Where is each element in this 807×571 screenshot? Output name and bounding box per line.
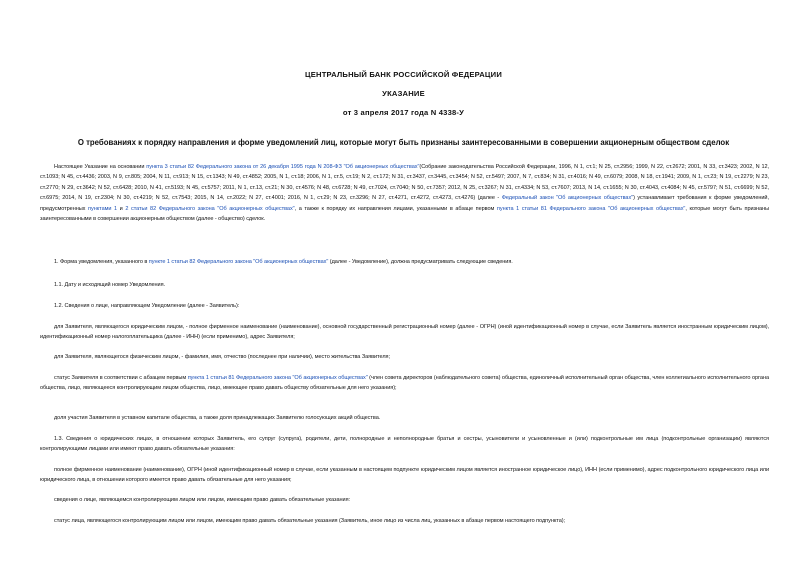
law-link-p3-art82[interactable]: пункта 3 статьи 82 Федерального закона от 26 декабря 1995 года N 208-ФЗ "Об акционерных обществах" <box>146 164 420 170</box>
p1-1-text: 1.1. Дату и исходящий номер Уведомления. <box>54 282 166 288</box>
intro-text-1: Настоящее Указание на основании <box>54 164 147 170</box>
paragraph-1-1 <box>40 280 769 290</box>
paragraph-share <box>40 413 769 423</box>
law-link-federal-law[interactable]: Федеральный закон "Об акционерных обществах" <box>501 195 634 202</box>
person-status-text: статус лица, являющегося контролирующим лицом или лицом, имеющим право давать обязательные указания (Заявитель, иное лицо из числа лиц, указанных в абзаце первом настоящего подпункта); <box>54 518 566 524</box>
p1-text-2: (далее - Уведомление), должна предусматривать следующие сведения. <box>328 259 513 265</box>
law-link-p1-art81-b[interactable]: пункта 1 статьи 81 Федерального закона "Об акционерных обществах" <box>187 375 368 381</box>
status-text-2: (член совета директоров (наблюдательного совета) общества, единоличный исполнительный орган общества, член коллегиального исполнительного органа общества, лицо, являющееся контролирующим лицом общества, лицо, имеющее право давать обществу обязательные для него указания); <box>40 375 769 392</box>
document-title: О требованиях к порядку направления и форме уведомлений лиц, которые могут быть признаны заинтересованными в совершении акционерным обществом сделок <box>77 138 730 147</box>
intro-text-6: , которые могут быть признаны заинтересованными в совершении акционерным обществом (далее - общество) сделок. <box>40 205 770 223</box>
paragraph-person-status <box>40 516 769 526</box>
intro-text-4: и <box>117 205 126 212</box>
issuer-heading: ЦЕНТРАЛЬНЫЙ БАНК РОССИЙСКОЙ ФЕДЕРАЦИИ <box>305 70 502 79</box>
paragraph-1-2 <box>40 301 769 311</box>
intro-text-5: , а также к порядку их направления лицами, указанными в абзаце первом <box>294 205 497 212</box>
intro-paragraph <box>40 162 769 224</box>
p1-2-text: 1.2. Сведения о лице, направляющем Уведомление (далее - Заявитель): <box>54 303 240 309</box>
law-link-p1[interactable]: пунктами 1 <box>88 205 118 212</box>
natural-person-text: для Заявителя, являющегося физическим лицом, - фамилия, имя, отчество (последнее при наличии), место жительства Заявителя; <box>54 354 390 360</box>
p1-text-1: 1. Форма уведомления, указанного в <box>54 259 149 265</box>
paragraph-applicant-status <box>40 373 769 394</box>
paragraph-1 <box>40 257 769 267</box>
document-date-heading: от 3 апреля 2017 года N 4338-У <box>342 108 465 117</box>
p1-3-text: 1.3. Сведения о юридических лицах, в отношении которых Заявитель, его супруг (супруга), родители, дети, полнородные и неполнородные братья и сестры, усыновители и усыновленные и (или) подконтрольные им лица (подконтрольные организации) являются контролирующими лицами или имеют право давать обязательные указания: <box>40 436 769 453</box>
paragraph-legal-entity <box>40 322 769 343</box>
share-text: доля участия Заявителя в уставном капитале общества, а также доля принадлежащих Заявителю голосующих акций общества. <box>54 415 381 421</box>
paragraph-1-3 <box>40 434 769 455</box>
paragraph-controlling-person <box>40 495 769 505</box>
document-type-heading: УКАЗАНИЕ <box>382 89 425 98</box>
law-link-p1-art81[interactable]: пункта 1 статьи 81 Федерального закона "Об акционерных обществах" <box>496 205 686 212</box>
law-link-p1-art82-b[interactable]: пункте 1 статьи 82 Федерального закона "Об акционерных обществах" <box>148 259 329 265</box>
full-name-text: полное фирменное наименование (наименование), ОГРН (иной идентификационный номер в случае, если указанным в настоящем подпункте юридическим лицом является иностранное юридическое лицо), ИНН (если применимо), адрес подконтрольного юридического лица или юридического лица, в отношении которого имеется право давать обязательные для него указания; <box>40 467 769 484</box>
controlling-person-text: сведения о лице, являющемся контролирующим лицом или лицом, имеющим право давать обязательные указания: <box>54 497 351 503</box>
paragraph-natural-person <box>40 352 769 362</box>
status-text-1: статус Заявителя в соответствии с абзацем первым <box>54 375 188 381</box>
intro-text-2: (Собрание законодательства Российской Федерации, 1996, N 1, ст.1; N 25, ст.2956; 1999, N 22, ст.2672; 2001, N 33, ст.3423; 2002, N 12, ст.1093; N 45, ст.4436; 2003, N 9, ст.805; 2004, N 11, ст.913; N 15, ст.1343; N 49, ст.4852; 2005, N 1, ст.18; 2006, N 1, ст.5, ст.19; N 2, ст.172; N 31, ст.3437, ст.3445, ст.3454; N 52, ст.5497; 2007, N 7, ст.834; N 31, ст.4016; N 49, ст.6079; 2008, N 18, ст.1941; 2009, N 1, ст.23; N 19, ст.2279; N 23, ст.2770; N 29, ст.3642; N 52, ст.6428; 2010, N 41, ст.5193; N 45, ст.5757; 2011, N 1, ст.13, ст.21; N 30, ст.4576; N 48, ст.6728; N 49, ст.7024, ст.7040; N 50, ст.7357; 2012, N 25, ст.3267; N 31, ст.4334; N 53, ст.7607; 2013, N 14, ст.1655; N 30, ст.4043, ст.4084; N 45, ст.5797; N 51, ст.6699; N 52, ст.6975; 2014, N 19, ст.2304; N 30, ст.4219; N 52, ст.7543; 2015, N 14, ст.2022; N 27, ст.4001; 2016, N 1, ст.29; N 23, ст.3296; N 27, ст.4271, ст.4272, ст.4273, ст.4276) (далее - <box>40 164 770 202</box>
legal-entity-text: для Заявителя, являющегося юридическим лицом, - полное фирменное наименование (наименование), основной государственный регистрационный номер (далее - ОГРН) (иной идентификационный номер в случае, если Заявитель является иностранным юридическим лицом), идентификационный номер налогоплательщика (далее - ИНН) (если применимо), адрес Заявителя; <box>40 324 769 341</box>
paragraph-full-name <box>40 465 769 486</box>
intro-text-3: ) устанавливает требования к форме уведомлений, предусмотренных <box>40 195 769 212</box>
law-link-p2-art82[interactable]: 2 статьи 82 Федерального закона "Об акционерных обществах" <box>125 205 295 212</box>
